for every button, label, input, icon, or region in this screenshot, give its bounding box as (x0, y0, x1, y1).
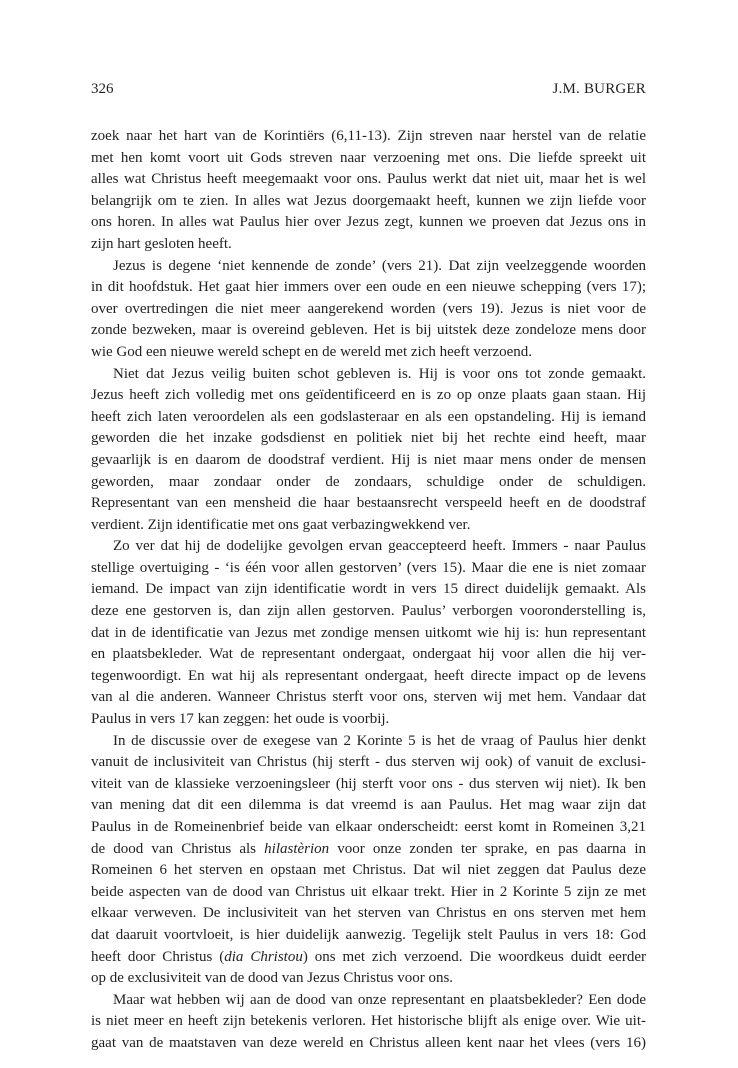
text-line: Jezus is degene ‘niet kennende de zonde’ (vers 21). Dat zijn veelzeggende woorden (113, 257, 646, 274)
text-line: iemand. De impact van zijn identificatie wordt in vers 15 direct duidelijk gemaakt. Als (91, 581, 646, 598)
text-line: Paulus in de Romeinenbrief beide van elkaar onderscheidt: eerst komt in Romeinen 3,21 (91, 819, 646, 835)
text-line: gevaarlijk is en daarom de doodstraf verdient. Hij is niet maar mens onder de mensen (91, 451, 646, 468)
text-line: alles wat Christus heeft meegemaakt voor ons. Paulus werkt dat niet uit, maar het is wel (91, 171, 646, 188)
text-line: Maar wat hebben wij aan de dood van onze representant en plaatsbekleder? Een dode (113, 991, 646, 1008)
text-line: beide aspecten van de dood van Christus uit elkaar trekt. Hier in 2 Korinte 5 zijn ze met (91, 883, 646, 900)
text-line: elkaar verweven. De inclusiviteit van het sterven van Christus en ons sterven met hem (91, 905, 646, 922)
text-line: de dood van Christus als hilastèrion voor onze zonden ter sprake, en pas daarna in (91, 840, 646, 857)
text-line: Zo ver dat hij de dodelijke gevolgen ervan geaccepteerd heeft. Immers - naar Paulus (113, 538, 646, 555)
text-line: wie God een nieuwe wereld schept en de wereld met zich heeft verzoend. (91, 343, 533, 360)
text-line: verdient. Zijn identificatie met ons gaat verbazingwekkend ver. (91, 516, 471, 533)
text-line: gaat van de maatstaven van deze wereld en Christus alleen kent naar het vlees (vers 16) (91, 1034, 646, 1051)
text-line: op de exclusiviteit van de dood van Jezus Christus voor ons. (91, 970, 454, 987)
page-number: 326 (91, 81, 114, 97)
paragraph (91, 126, 646, 256)
paragraph (91, 256, 646, 364)
text-line: is niet meer en heeft zijn betekenis verloren. Het historische blijft als enige over. Wie uit- (91, 1013, 646, 1030)
text-line: over overtredingen die niet meer aangerekend worden (vers 19). Jezus is niet voor de (91, 300, 646, 317)
text-line: zonde bezweken, maar is overeind gebleven. Het is bij uitstek deze zondeloze mens door (91, 322, 646, 339)
text-line: dat in de identificatie van Jezus met zondige mensen uitkomt wie hij is: hun representant (91, 624, 646, 641)
text-line: geworden die het inzake godsdienst en politiek niet bij het rechte eind heeft, maar (91, 430, 646, 447)
italic-term: hilastèrion (264, 840, 330, 857)
text-line: vanuit de inclusiviteit van Christus (hij sterft - dus sterven wij ook) of vanuit de exclusi- (91, 754, 646, 771)
running-head (91, 79, 646, 99)
text-line: Paulus in vers 17 kan zeggen: het oude is voorbij. (91, 711, 390, 728)
text-line: Jezus heeft zich volledig met ons geïdentificeerd en is zo op onze plaats gaan staan. Hij (91, 387, 646, 404)
text-line: geworden, maar zondaar onder de zondaars, schuldige onder de schuldigen. (91, 473, 646, 490)
text-line: viteit van de klassieke verzoeningsleer (hij sterft voor ons - dus sterven wij niet). Ik ben (91, 775, 646, 792)
text-line: belangrijk om te zien. In alles wat Jezus doorgemaakt heeft, kunnen we zijn liefde voor (91, 192, 646, 209)
running-head-author: J.M. BURGER (552, 81, 646, 97)
text-line: van mening dat dit een dilemma is dat vreemd is aan Paulus. Het mag waar zijn dat (91, 797, 646, 814)
body-text (91, 126, 646, 1055)
text-line: Niet dat Jezus veilig buiten schot gebleven is. Hij is voor ons tot zonde gemaakt. (113, 365, 646, 382)
text-line: dat daaruit voortvloeit, is hier duidelijk aanwezig. Tegelijk stelt Paulus in vers 18: God (91, 926, 646, 943)
text-line: Representant van een mensheid die haar bestaansrecht verspeeld heeft en de doodstraf (91, 495, 646, 512)
text-line: Romeinen 6 het sterven en opstaan met Christus. Dat wil niet zeggen dat Paulus deze (91, 862, 646, 879)
text-line: en plaatsbekleder. Wat de representant ondergaat, ondergaat hij voor allen die hij ver- (91, 646, 646, 663)
text-line: tegenwoordigt. En wat hij als representant ondergaat, heeft directe impact op de levens (91, 667, 646, 684)
text-line: zoek naar het hart van de Korintiërs (6,11-13). Zijn streven naar herstel van de relatie (91, 128, 646, 144)
text-line: van al die anderen. Wanneer Christus sterft voor ons, sterven wij met hem. Vandaar dat (91, 689, 646, 706)
paragraph (91, 731, 646, 990)
text-line: heeft zich laten veroordelen als een godslasteraar en als een opstandeling. Hij is iemand (91, 408, 646, 425)
text-line: heeft door Christus (dia Christou) ons met zich verzoend. Die woordkeus duidt eerder (91, 948, 646, 965)
text-line: ons horen. In alles wat Paulus hier over Jezus zegt, kunnen we proeven dat Jezus ons in (91, 214, 646, 231)
text-line: deze ene gestorven is, dan zijn allen gestorven. Paulus’ verborgen vooronderstelling is, (91, 603, 646, 620)
text-line: in dit hoofdstuk. Het gaat hier immers over een oude en een nieuwe schepping (vers 17); (91, 279, 646, 296)
text-line: stellige overtuiging - ‘is één voor allen gestorven’ (vers 15). Maar die ene is niet zomaar (91, 559, 646, 576)
text-line: zijn hart gesloten heeft. (91, 235, 232, 252)
italic-term: dia Christou (224, 948, 303, 965)
text-line: met hen komt voort uit Gods streven naar verzoening met ons. Die liefde spreekt uit (91, 149, 646, 166)
paragraph (91, 536, 646, 730)
text-line: In de discussie over de exegese van 2 Korinte 5 is het de vraag of Paulus hier denkt (113, 732, 646, 749)
paragraph (91, 990, 646, 1055)
paragraph (91, 364, 646, 537)
